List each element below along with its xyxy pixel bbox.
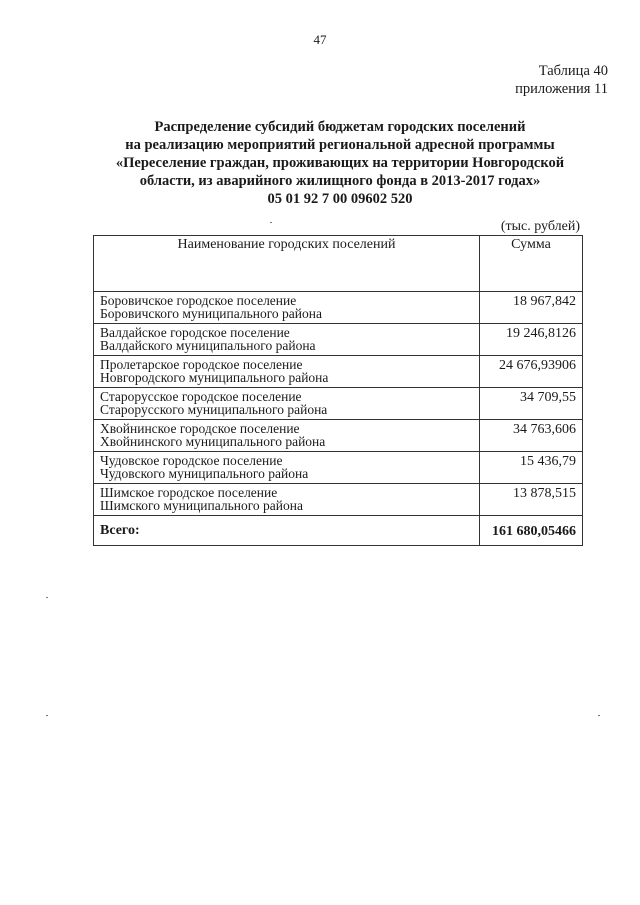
table-row	[94, 356, 583, 388]
header-sum: Сумма	[480, 236, 583, 292]
settlement-name: Боровичское городское поселение	[100, 293, 297, 308]
settlement-name-cell	[94, 356, 480, 388]
settlement-name: Пролетарское городское поселение	[100, 357, 303, 372]
table-row	[94, 324, 583, 356]
table-number: Таблица 40	[538, 63, 608, 79]
district-name: Старорусского муниципального района	[100, 402, 328, 417]
budget-classification-code: 05 01 92 7 00 09602 520	[267, 191, 413, 207]
sum-cell: 18 967,842	[480, 292, 583, 324]
settlement-name-cell	[94, 484, 480, 516]
sum-cell: 34 763,606	[480, 420, 583, 452]
scan-speck	[598, 715, 600, 716]
table-row	[94, 388, 583, 420]
settlement-name-cell	[94, 388, 480, 420]
appendix-number: приложения 11	[515, 81, 608, 97]
table-header-row	[94, 236, 583, 292]
scan-speck	[46, 597, 48, 598]
table-row	[94, 484, 583, 516]
settlement-name-cell	[94, 420, 480, 452]
district-name: Хвойнинского муниципального района	[100, 434, 326, 449]
table-row	[94, 452, 583, 484]
settlement-name-cell	[94, 292, 480, 324]
settlement-name-cell	[94, 452, 480, 484]
total-row	[94, 516, 583, 546]
subsidies-table	[93, 235, 583, 546]
title-line: области, из аварийного жилищного фонда в 2013-2017 годах»	[139, 173, 541, 189]
settlement-name-cell	[94, 324, 480, 356]
units-label: (тыс. рублей)	[500, 219, 580, 234]
settlement-name: Чудовское городское поселение	[100, 453, 283, 468]
table-row	[94, 292, 583, 324]
settlement-name: Шимское городское поселение	[100, 485, 278, 500]
settlement-name: Хвойнинское городское поселение	[100, 421, 300, 436]
district-name: Валдайского муниципального района	[100, 338, 316, 353]
sum-cell: 15 436,79	[480, 452, 583, 484]
sum-cell: 34 709,55	[480, 388, 583, 420]
scan-speck	[270, 222, 272, 223]
title-line: «Переселение граждан, проживающих на территории Новгородской	[115, 155, 565, 171]
scan-speck	[46, 715, 48, 716]
district-name: Новгородского муниципального района	[100, 370, 329, 385]
total-sum: 161 680,05466	[480, 516, 583, 546]
total-label: Всего:	[94, 516, 480, 546]
title-line: на реализацию мероприятий региональной адресной программы	[125, 137, 555, 153]
sum-cell: 19 246,8126	[480, 324, 583, 356]
title-line: Распределение субсидий бюджетам городских поселений	[154, 119, 526, 135]
document-title	[60, 118, 620, 208]
district-name: Шимского муниципального района	[100, 498, 303, 513]
page-number: 47	[313, 32, 327, 47]
sum-cell: 24 676,93906	[480, 356, 583, 388]
settlement-name: Валдайское городское поселение	[100, 325, 290, 340]
table-row	[94, 420, 583, 452]
header-settlement-name: Наименование городских поселений	[94, 236, 480, 292]
settlement-name: Старорусское городское поселение	[100, 389, 302, 404]
sum-cell: 13 878,515	[480, 484, 583, 516]
district-name: Боровичского муниципального района	[100, 306, 322, 321]
district-name: Чудовского муниципального района	[100, 466, 309, 481]
table-reference	[515, 62, 608, 98]
